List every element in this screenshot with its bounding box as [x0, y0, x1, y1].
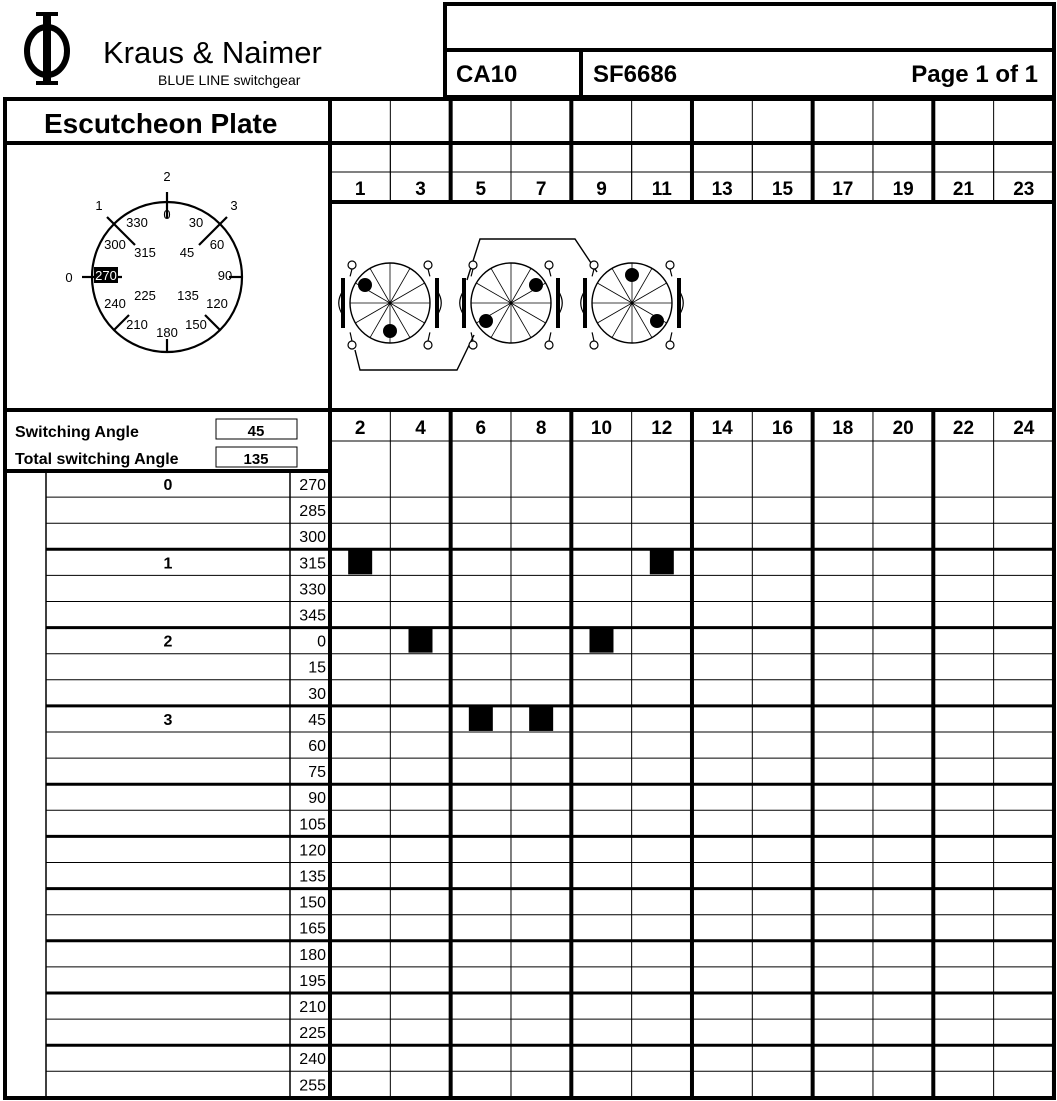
- terminal-top-15: 15: [771, 179, 794, 200]
- angle-label-195: 195: [299, 972, 326, 990]
- terminal-bottom-16: 16: [771, 418, 794, 439]
- dial-degree-120: 120: [206, 296, 228, 311]
- angle-label-225: 225: [299, 1025, 326, 1043]
- terminal-top-11: 11: [651, 179, 672, 200]
- position-label-2: 2: [163, 633, 173, 651]
- contact-wiring-diagram: [339, 239, 684, 370]
- cam-contact-2: [460, 261, 563, 349]
- terminal-bottom-10: 10: [590, 418, 613, 439]
- escutcheon-dial: [65, 169, 242, 352]
- terminal-top-5: 5: [475, 179, 487, 200]
- contact-closed-mark-9-10-at-0: [589, 629, 613, 653]
- angle-label-345: 345: [299, 607, 326, 625]
- terminal-bottom-20: 20: [892, 418, 914, 439]
- dial-degree-60: 60: [209, 237, 225, 252]
- terminal-top-13: 13: [711, 179, 733, 200]
- terminal-top-17: 17: [832, 179, 854, 200]
- position-label-0: 0: [163, 477, 173, 494]
- angle-label-75: 75: [308, 764, 326, 782]
- terminal-top-1: 1: [354, 179, 366, 200]
- dial-degree-330: 330: [126, 215, 148, 230]
- cam-contact-1: [339, 261, 442, 349]
- phi-logo-icon: [27, 12, 67, 85]
- angle-label-105: 105: [299, 816, 326, 834]
- switching-table-grid: [46, 471, 1054, 1098]
- angle-label-255: 255: [299, 1077, 326, 1095]
- angle-label-315: 315: [299, 555, 326, 573]
- terminal-bottom-12: 12: [651, 418, 673, 439]
- section-title: Escutcheon Plate: [44, 108, 278, 139]
- switching-angle-value: 45: [247, 423, 265, 440]
- terminal-bottom-8: 8: [535, 418, 547, 439]
- dial-degree-150: 150: [185, 317, 207, 332]
- terminal-top-19: 19: [892, 179, 914, 200]
- dial-position-0: 0: [65, 270, 73, 285]
- dial-degree-45: 45: [179, 245, 195, 260]
- contact-closed-mark-3-4-at-0: [409, 629, 433, 653]
- dial-position-3: 3: [230, 198, 238, 213]
- dial-degree-0: 0: [163, 207, 171, 222]
- series-code: CA10: [456, 61, 518, 88]
- dial-degree-30: 30: [188, 215, 204, 230]
- angle-label-135: 135: [299, 868, 326, 886]
- terminal-top-21: 21: [952, 179, 975, 200]
- dial-position-2: 2: [163, 169, 171, 184]
- dial-highlight-label: 270: [95, 268, 117, 283]
- angle-label-120: 120: [299, 842, 326, 860]
- company-logo: [27, 12, 322, 88]
- dial-degree-315: 315: [134, 245, 156, 260]
- angle-label-165: 165: [299, 920, 326, 938]
- cam-contact-3: [581, 261, 684, 349]
- angle-label-30: 30: [308, 685, 326, 703]
- brand-name: Kraus & Naimer: [103, 35, 322, 70]
- dial-degree-135: 135: [177, 288, 199, 303]
- terminal-bottom-22: 22: [952, 418, 975, 439]
- angle-label-0: 0: [317, 633, 326, 651]
- angle-label-285: 285: [299, 503, 326, 521]
- dial-position-1: 1: [95, 198, 103, 213]
- total-switching-angle-value: 135: [243, 451, 269, 468]
- terminal-top-23: 23: [1013, 179, 1035, 200]
- terminal-bottom-24: 24: [1013, 418, 1035, 439]
- contact-closed-mark-1-2-at-315: [348, 550, 372, 574]
- brand-tagline: BLUE LINE switchgear: [158, 72, 301, 88]
- position-label-3: 3: [163, 711, 173, 729]
- dial-degree-225: 225: [134, 288, 156, 303]
- total-switching-angle-label: Total switching Angle: [15, 451, 179, 468]
- dial-degree-210: 210: [126, 317, 148, 332]
- angle-label-330: 330: [299, 581, 326, 599]
- part-number: SF6686: [593, 61, 678, 88]
- position-label-1: 1: [163, 555, 173, 573]
- angle-label-15: 15: [308, 659, 326, 677]
- angle-label-240: 240: [299, 1051, 326, 1069]
- page-indicator: Page 1 of 1: [911, 61, 1038, 88]
- dial-degree-180: 180: [156, 325, 178, 340]
- terminal-top-7: 7: [535, 179, 547, 200]
- contact-closed-mark-7-8-at-45: [529, 707, 553, 731]
- angle-label-45: 45: [308, 711, 326, 729]
- terminal-bottom-4: 4: [415, 418, 426, 439]
- angle-label-60: 60: [308, 738, 326, 755]
- contact-closed-mark-5-6-at-45: [469, 707, 493, 731]
- dial-degree-300: 300: [104, 237, 126, 252]
- terminal-top-9: 9: [596, 179, 607, 200]
- terminal-bottom-6: 6: [475, 418, 487, 439]
- terminal-top-3: 3: [415, 179, 426, 200]
- dial-degree-90: 90: [217, 268, 233, 283]
- switching-angle-label: Switching Angle: [15, 424, 139, 441]
- terminal-bottom-2: 2: [354, 418, 366, 439]
- contact-closed-mark-11-12-at-315: [650, 550, 674, 574]
- angle-label-270: 270: [299, 477, 326, 494]
- angle-label-150: 150: [299, 894, 326, 912]
- dial-degree-240: 240: [104, 296, 126, 311]
- angle-label-90: 90: [308, 790, 326, 808]
- terminal-bottom-14: 14: [711, 418, 733, 439]
- terminal-header-grid: [330, 99, 1054, 1098]
- angle-label-180: 180: [299, 946, 326, 964]
- terminal-bottom-18: 18: [832, 418, 854, 439]
- angle-label-300: 300: [299, 529, 326, 547]
- angle-label-210: 210: [299, 999, 326, 1016]
